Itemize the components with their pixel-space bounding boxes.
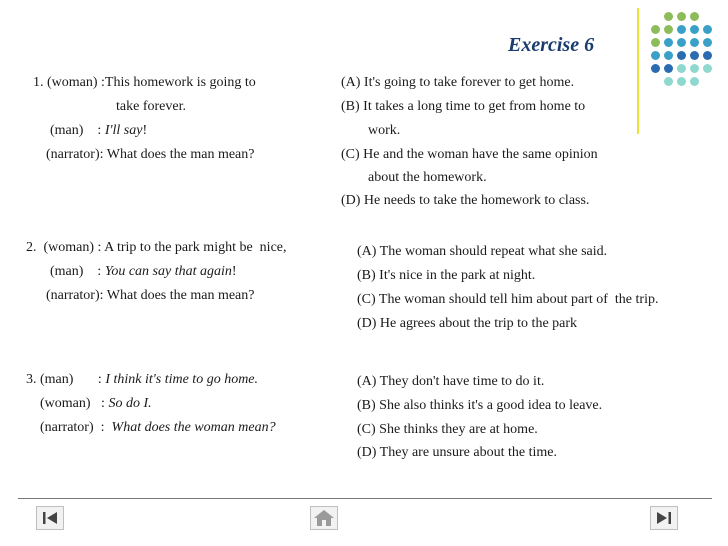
q1-man-line (50, 123, 147, 139)
q1-woman-line: 1. (woman) :This homework is going to (33, 75, 256, 90)
decorative-dot (690, 12, 699, 21)
decorative-dot (651, 25, 660, 34)
q3-option-a: (A) They don't have time to do it. (357, 374, 545, 389)
decorative-dot (690, 64, 699, 73)
q1-man-suffix: ! (142, 123, 148, 138)
q1-option-b-cont: work. (368, 123, 401, 138)
q3-man-line (26, 372, 258, 388)
q3-option-b: (B) She also thinks it's a good idea to leave. (357, 398, 603, 413)
q2-narrator-line: (narrator): What does the man mean? (46, 288, 255, 303)
decorative-dot (703, 38, 712, 47)
q1-option-a: (A) It's going to take forever to get home. (341, 75, 575, 90)
decorative-dot (677, 12, 686, 21)
skip-to-last-icon (651, 507, 677, 529)
q1-man-prefix: (man) : (50, 123, 105, 138)
q2-option-b: (B) It's nice in the park at night. (357, 268, 536, 283)
q3-narrator-prefix: (narrator) : (40, 420, 112, 435)
decorative-dot (677, 64, 686, 73)
home-button[interactable] (310, 506, 338, 530)
skip-to-first-icon (37, 507, 63, 529)
decorative-dot (651, 51, 660, 60)
decorative-dot (703, 25, 712, 34)
q3-option-c: (C) She thinks they are at home. (357, 422, 538, 437)
q1-option-c-cont: about the homework. (368, 170, 487, 185)
decorative-dot (690, 51, 699, 60)
q2-man-speech: You can say that again (104, 264, 232, 279)
decorative-dot (690, 77, 699, 86)
home-icon (311, 507, 337, 529)
q1-man-speech: I'll say (104, 123, 143, 138)
decorative-dot (651, 38, 660, 47)
q2-woman-line: 2. (woman) : A trip to the park might be nice, (26, 240, 287, 255)
q2-option-d: (D) He agrees about the trip to the park (357, 316, 578, 331)
decorative-dot (690, 25, 699, 34)
q2-option-a: (A) The woman should repeat what she said. (357, 244, 608, 259)
q2-man-suffix: ! (231, 264, 237, 279)
q3-narrator-speech: What does the woman mean? (111, 420, 276, 435)
last-slide-button[interactable] (650, 506, 678, 530)
q2-man-line (50, 264, 237, 280)
decorative-dot (664, 77, 673, 86)
decorative-dot (703, 64, 712, 73)
decorative-dot (677, 51, 686, 60)
decorative-dot (677, 25, 686, 34)
q3-woman-prefix: (woman) : (40, 396, 109, 411)
slide-title: Exercise 6 (508, 34, 595, 56)
decorative-dot (664, 25, 673, 34)
decorative-dot (664, 12, 673, 21)
q3-man-speech: I think it's time to go home. (105, 372, 259, 387)
q1-option-b: (B) It takes a long time to get from home to (341, 99, 586, 114)
q3-woman-line (40, 396, 152, 412)
q3-narrator-line (40, 420, 276, 436)
decorative-dot (690, 38, 699, 47)
decorative-dot (664, 64, 673, 73)
q2-man-prefix: (man) : (50, 264, 105, 279)
decorative-dot (664, 38, 673, 47)
q3-man-prefix: 3. (man) : (26, 372, 106, 387)
footer-divider (18, 498, 712, 499)
q3-woman-speech: So do I. (108, 396, 152, 411)
q1-woman-line-cont: take forever. (116, 99, 186, 114)
decorative-dot (677, 77, 686, 86)
q1-narrator-line: (narrator): What does the man mean? (46, 147, 255, 162)
q2-option-c: (C) The woman should tell him about part of the trip. (357, 292, 659, 307)
accent-divider (637, 8, 639, 134)
q1-option-d: (D) He needs to take the homework to class. (341, 193, 590, 208)
decorative-dot (651, 64, 660, 73)
decorative-dot (703, 51, 712, 60)
q3-option-d: (D) They are unsure about the time. (357, 445, 557, 460)
decorative-dot (664, 51, 673, 60)
q1-option-c: (C) He and the woman have the same opinion (341, 147, 598, 162)
decorative-dot (677, 38, 686, 47)
first-slide-button[interactable] (36, 506, 64, 530)
